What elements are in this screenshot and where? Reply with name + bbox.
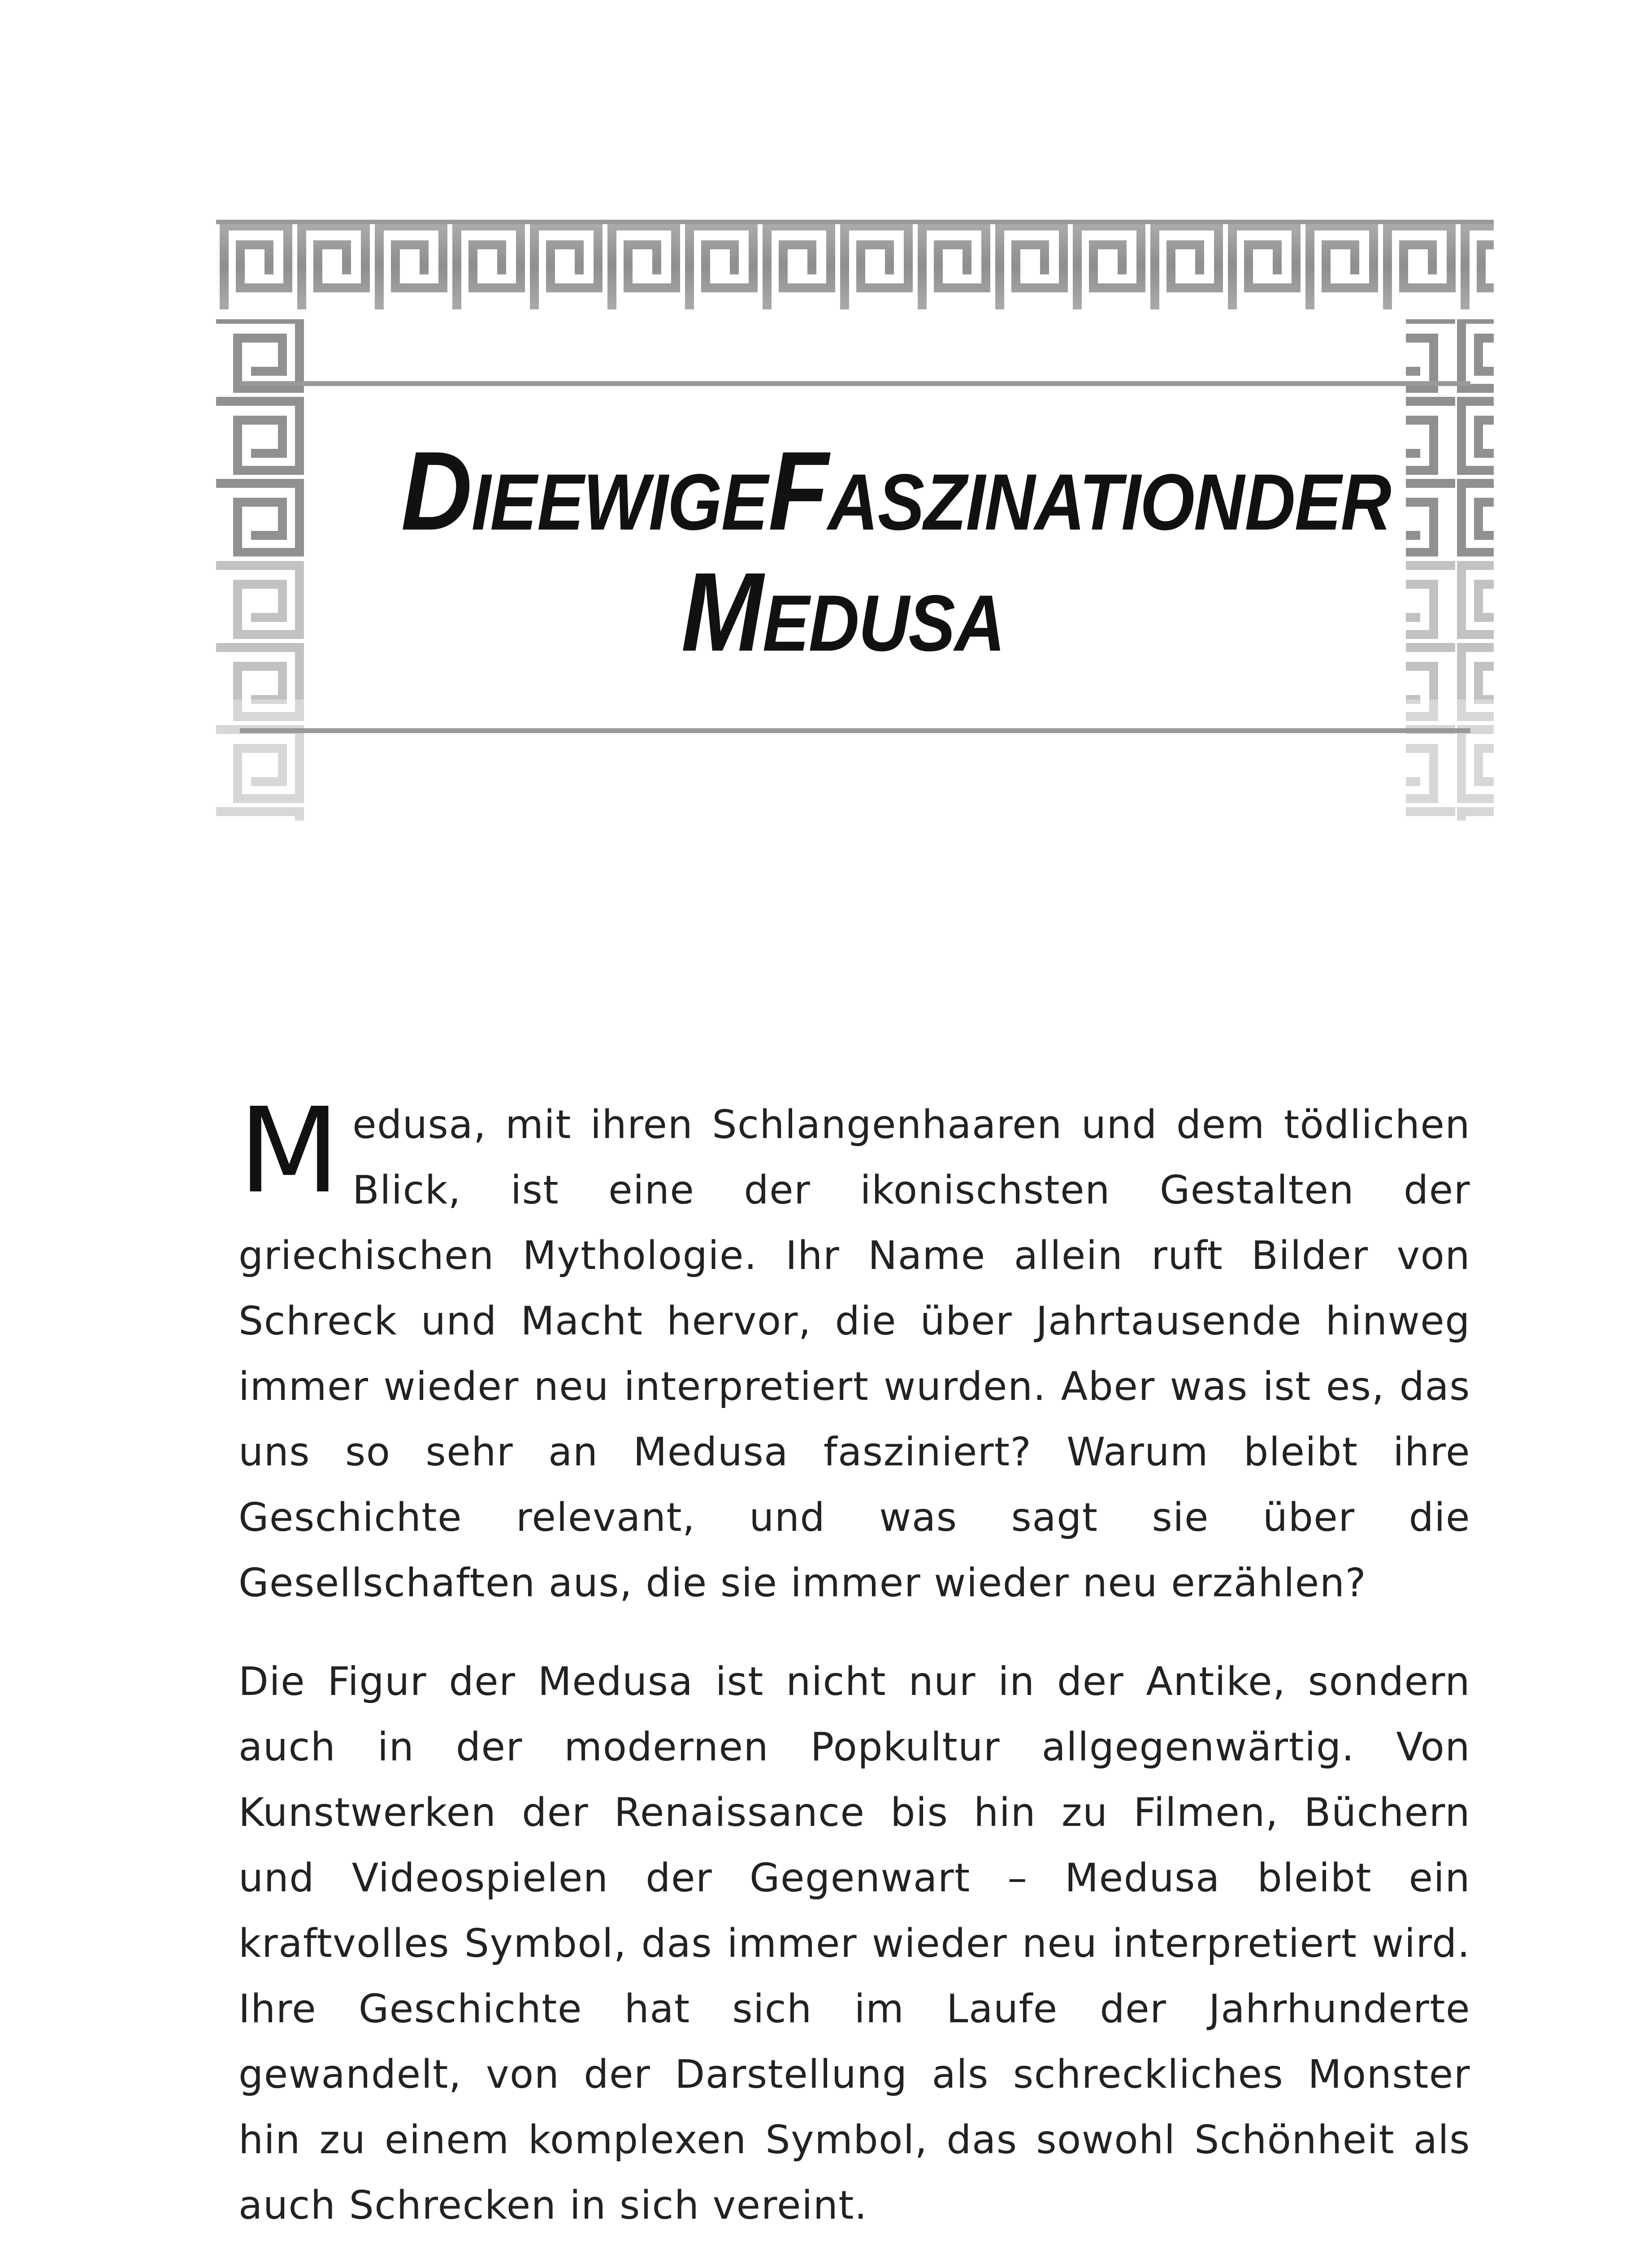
chapter-title-line-1: [401, 428, 1391, 553]
paragraph-2-text: Die Figur der Medusa ist nicht nur in der Antike, sondern auch in der modernen Popkultur allgegenwärtig. Von Kunstwerken der Renaissance bis hin zu Filmen, Büchern und Videospielen der Gegenwart – Medusa bleibt ein kraftvolles Symbol, das immer wieder neu interpretiert wird. Ihre Geschichte hat sich im Laufe der Jahrhunderte gewandelt, von der Darstellung als schreckliches Monster hin zu einem komplexen Symbol, das sowohl Schönheit als auch Schrecken in sich vereint.: [238, 1659, 1470, 2228]
body-paragraph-1: [238, 1082, 1470, 1616]
title-word: DER: [1244, 457, 1391, 547]
title-word: ASZINATION: [828, 457, 1244, 547]
top-border-band: [216, 220, 1494, 309]
left-border-column: [216, 319, 304, 821]
title-capital: F: [768, 428, 828, 553]
title-capital: M: [681, 549, 763, 674]
paragraph-1-text: edusa, mit ihren Schlangenhaaren und dem tödlichen Blick, ist eine der ikonischsten Gestalten der griechischen Mythologie. Ihr Name allein ruft Bilder von Schreck und Macht hervor, die über Jahrtausende hinweg immer wieder neu interpretiert wurden. Aber was ist es, das uns so sehr an Medusa fasziniert? Warum bleibt ihre Geschichte relevant, und was sagt sie über die Gesellschaften aus, die sie immer wieder neu erzählen?: [238, 1102, 1470, 1606]
chapter-title-line-2: [401, 549, 1284, 674]
body-paragraph-2: [238, 1649, 1470, 2238]
title-word: EDUSA: [762, 578, 1005, 668]
right-border-column: [1406, 319, 1494, 821]
drop-cap: M: [238, 1082, 340, 1219]
title-word: IE: [471, 457, 537, 547]
title-bottom-rule: [240, 728, 1470, 733]
chapter-title: [401, 428, 1391, 674]
title-top-rule: [240, 381, 1470, 386]
title-word: EWIGE: [537, 457, 767, 547]
title-capital: D: [401, 428, 472, 553]
